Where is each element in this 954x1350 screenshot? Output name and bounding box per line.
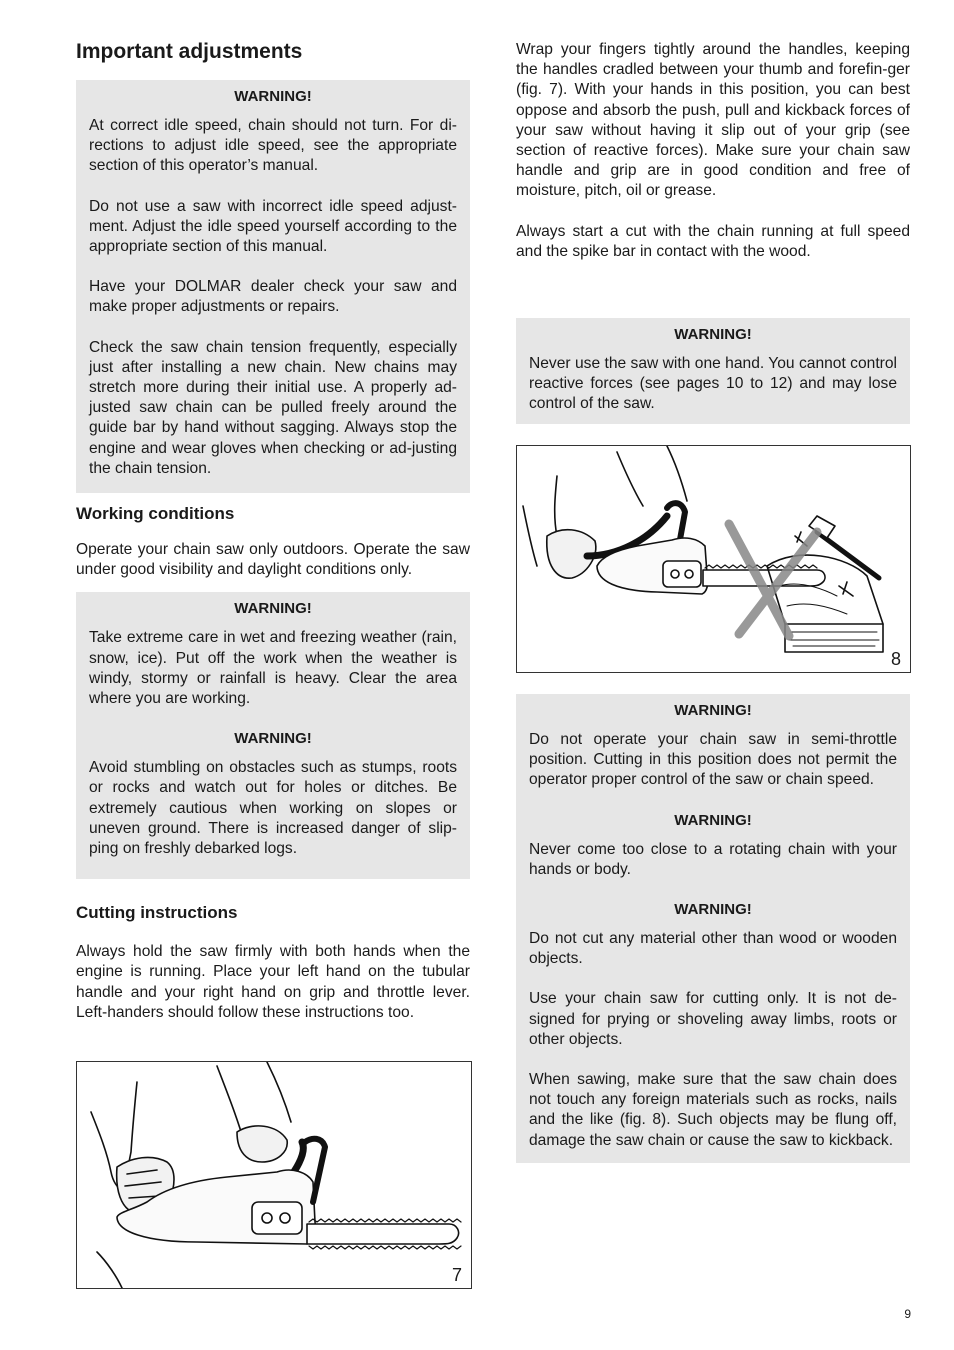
right-column (516, 40, 910, 424)
page-number: 9 (904, 1307, 911, 1321)
cutting-instructions-heading: Cutting instructions (76, 903, 238, 923)
grip-instructions (516, 40, 910, 262)
warning-title: WARNING! (234, 88, 312, 105)
warning-paragraph: Do not cut any material other than wood or wooden objects. (529, 930, 897, 968)
warning-paragraph: Do not use a saw with incorrect idle speed adjust-ment. Adjust the idle speed yourself according to the appropriate section of this manual. (89, 197, 457, 256)
warning-paragraph: Avoid stumbling on obstacles such as stumps, roots or rocks and watch out for holes or ditches. Be extremely cautious when working on slopes or uneven ground. There is increased danger of slip-ping on freshly debarked logs. (89, 759, 457, 858)
working-conditions-text: Operate your chain saw only outdoors. Operate the saw under good visibility and daylight conditions only. (76, 541, 470, 579)
warning-paragraph: When sawing, make sure that the saw chain does not touch any foreign materials such as rocks, nails and the like (fig. 8). Such objects may be flung off, damage the saw chain or cause the saw to kickback. (529, 1071, 897, 1149)
warning-paragraph: Check the saw chain tension frequently, especially just after installing a new chain. New chains may stretch more during their initial use. A properly ad-justed saw chain can be pulled freely around the guide bar by hand without sagging. Always stop the engine and wear gloves when checking or ad-justing the chain tension. (89, 338, 457, 477)
warning-paragraph: Never use the saw with one hand. You cannot control reactive forces (see pages 10 to 12) and may lose control of the saw. (529, 355, 897, 413)
important-adjustments-heading: Important adjustments (76, 40, 303, 63)
warning-box-one-hand (516, 318, 910, 424)
warning-paragraph: At correct idle speed, chain should not turn. For di-rections to adjust idle speed, see the appropriate section of this operator’s manual. (89, 117, 457, 175)
warning-paragraph: Use your chain saw for cutting only. It is not de-signed for prying or shoveling away limbs, roots or other objects. (529, 990, 897, 1048)
cutting-instructions-text: Always hold the saw firmly with both hands when the engine is running. Place your left hand on the tubular handle and your right hand on grip and throttle lever. Left-handers should follow these instructions too. (76, 943, 470, 1021)
figure-number: 7 (451, 1265, 462, 1285)
warning-paragraph: Never come too close to a rotating chain with your hands or body. (529, 840, 897, 878)
warning-title: WARNING! (674, 326, 752, 344)
body-paragraph: Always start a cut with the chain running at full speed and the spike bar in contact with the wood. (516, 222, 910, 260)
warning-paragraph: Do not operate your chain saw in semi-throttle position. Cutting in this position does not permit the operator proper control of the saw or chain speed. (529, 731, 897, 789)
figure-number: 8 (890, 649, 901, 669)
warning-box-idle-speed (76, 80, 470, 493)
warning-paragraph: Have your DOLMAR dealer check your saw and make proper adjustments or repairs. (89, 278, 457, 316)
warning-title: WARNING! (674, 901, 752, 919)
working-conditions-heading: Working conditions (76, 504, 235, 524)
warning-box-weather (76, 592, 470, 879)
warning-paragraph: Take extreme care in wet and freezing weather (rain, snow, ice). Put off the work when the weather is windy, stormy or rainfall is heavy. Clear the area where you are working. (89, 629, 457, 708)
left-column (76, 38, 470, 1023)
chainsaw-two-hands-drawing (77, 1062, 471, 1288)
warning-title: WARNING! (674, 702, 752, 719)
chainsaw-nail-crossed-drawing (517, 446, 910, 672)
figure-8-foreign-objects-illustration (516, 445, 911, 673)
warning-box-operation (516, 694, 910, 1163)
warning-title: WARNING! (234, 730, 312, 748)
body-paragraph: Wrap your fingers tightly around the handles, keeping the handles cradled between your thumb and forefin-ger (fig. 7). With your hands in this position, you can best oppose and absorb the push, pull and kickback forces of your saw without having it slip out of your grip (see section of reactive forces). Make sure your chain saw handle and grip are in good condition and free of moisture, pitch, oil or grease. (516, 41, 910, 200)
warning-title: WARNING! (674, 811, 752, 829)
figure-7-chainsaw-grip-illustration (76, 1061, 472, 1289)
warning-title: WARNING! (234, 600, 312, 618)
